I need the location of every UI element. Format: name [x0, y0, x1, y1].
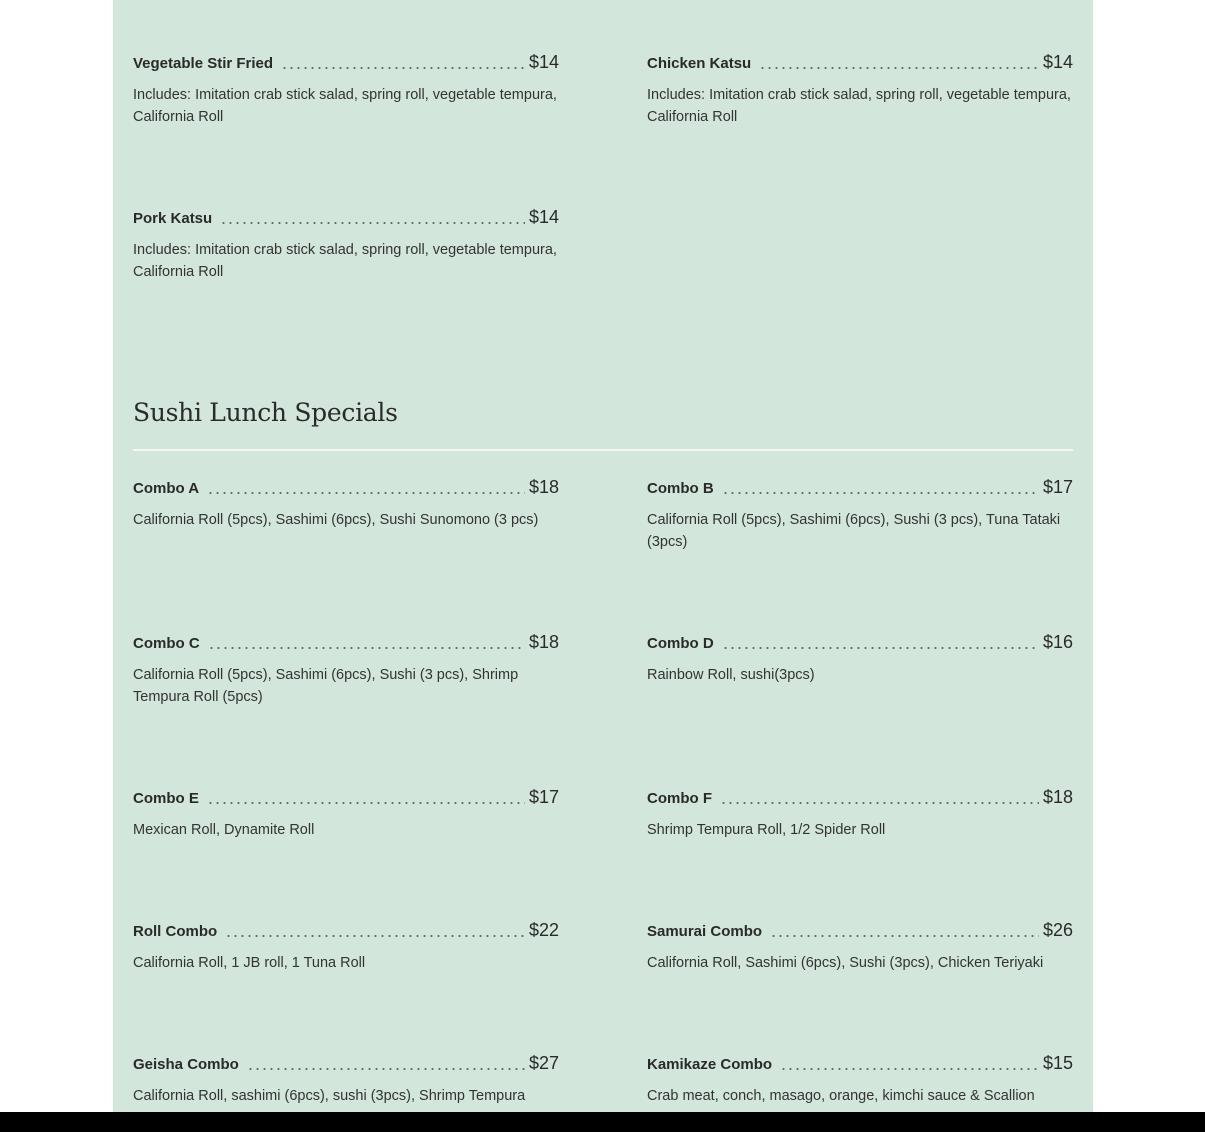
dot-leader: [207, 492, 525, 494]
menu-item-name: Kamikaze Combo: [647, 1056, 773, 1073]
menu-item-description: California Roll (5pcs), Sashimi (6pcs), Sushi (3 pcs), Tuna Tataki (3pcs): [647, 512, 1061, 550]
menu-item-description: Mexican Roll, Dynamite Roll: [133, 822, 315, 838]
menu-item-price: $14: [528, 207, 559, 227]
menu-item: [647, 1049, 1073, 1107]
dot-leader: [247, 1068, 525, 1070]
menu-item-name: Geisha Combo: [133, 1056, 239, 1073]
menu-item-price: $17: [528, 787, 559, 807]
menu-item-description: California Roll (5pcs), Sashimi (6pcs), Sushi Sunomono (3 pcs): [133, 512, 539, 528]
menu-item: [133, 916, 559, 974]
menu-item-description: Includes: Imitation crab stick salad, spring roll, vegetable tempura, California Roll: [133, 87, 557, 125]
menu-item: [647, 473, 1073, 553]
menu-item-price: $18: [1042, 787, 1073, 807]
menu-item-name: Samurai Combo: [647, 923, 763, 940]
section-divider: [133, 449, 1073, 451]
menu-item-description: California Roll, Sashimi (6pcs), Sushi (3pcs), Chicken Teriyaki: [647, 955, 1044, 971]
menu-item-price: $15: [1042, 1053, 1073, 1073]
dot-leader: [220, 222, 525, 224]
menu-item-name: Combo A: [133, 480, 200, 497]
section-title: Sushi Lunch Specials: [133, 398, 398, 427]
menu-item: [647, 628, 1073, 686]
menu-panel: [113, 0, 1093, 1112]
menu-item-price: $16: [1042, 632, 1073, 652]
menu-item-name: Combo F: [647, 790, 712, 807]
menu-item-description: Includes: Imitation crab stick salad, spring roll, vegetable tempura, California Roll: [647, 87, 1071, 125]
dot-leader: [770, 935, 1039, 937]
menu-item-name: Chicken Katsu: [647, 55, 752, 72]
menu-item-name: Combo B: [647, 480, 714, 497]
menu-item-description: Rainbow Roll, sushi(3pcs): [647, 667, 815, 683]
menu-item: [133, 783, 559, 841]
menu-item-header: [133, 473, 559, 499]
dot-leader: [759, 67, 1039, 69]
menu-item-name: Pork Katsu: [133, 210, 213, 227]
menu-item-header: [647, 628, 1073, 654]
dot-leader: [208, 647, 525, 649]
menu-item: [133, 1049, 559, 1107]
menu-item-price: $18: [528, 477, 559, 497]
menu-item-header: [647, 783, 1073, 809]
menu-item-header: [133, 916, 559, 942]
menu-item-header: [647, 916, 1073, 942]
menu-item-description: California Roll, sashimi (6pcs), sushi (3pcs), Shrimp Tempura: [133, 1088, 526, 1104]
menu-item-name: Vegetable Stir Fried: [133, 55, 274, 72]
dot-leader: [207, 802, 525, 804]
menu-item: [647, 48, 1073, 128]
menu-item-name: Combo C: [133, 635, 200, 652]
menu-item-name: Roll Combo: [133, 923, 218, 940]
dot-leader: [720, 802, 1039, 804]
dot-leader: [722, 492, 1039, 494]
menu-item-header: [133, 48, 559, 74]
dot-leader: [281, 67, 525, 69]
menu-item-price: $18: [528, 632, 559, 652]
menu-item: [647, 916, 1073, 974]
menu-item: [133, 48, 559, 128]
menu-item-header: [647, 48, 1073, 74]
menu-item-description: Includes: Imitation crab stick salad, spring roll, vegetable tempura, California Roll: [133, 242, 557, 280]
dot-leader: [225, 935, 525, 937]
menu-item-name: Combo D: [647, 635, 714, 652]
menu-item-description: Shrimp Tempura Roll, 1/2 Spider Roll: [647, 822, 886, 838]
menu-item-header: [133, 628, 559, 654]
menu-item: [133, 473, 559, 531]
menu-item: [133, 203, 559, 283]
dot-leader: [722, 647, 1039, 649]
menu-item-description: Crab meat, conch, masago, orange, kimchi sauce & Scallion: [647, 1088, 1035, 1104]
menu-item-price: $14: [528, 52, 559, 72]
menu-item-description: California Roll, 1 JB roll, 1 Tuna Roll: [133, 955, 366, 971]
bottom-bar: [0, 1112, 1205, 1132]
menu-item-header: [647, 1049, 1073, 1075]
menu-item-header: [647, 473, 1073, 499]
menu-item: [647, 783, 1073, 841]
menu-item: [133, 628, 559, 708]
menu-item-price: $17: [1042, 477, 1073, 497]
dot-leader: [780, 1068, 1039, 1070]
menu-item-price: $22: [528, 920, 559, 940]
menu-item-name: Combo E: [133, 790, 199, 807]
menu-item-header: [133, 783, 559, 809]
menu-item-header: [133, 1049, 559, 1075]
menu-item-header: [133, 203, 559, 229]
menu-item-price: $14: [1042, 52, 1073, 72]
menu-item-price: $27: [528, 1053, 559, 1073]
menu-item-price: $26: [1042, 920, 1073, 940]
menu-item-description: California Roll (5pcs), Sashimi (6pcs), Sushi (3 pcs), Shrimp Tempura Roll (5pcs): [133, 667, 519, 705]
